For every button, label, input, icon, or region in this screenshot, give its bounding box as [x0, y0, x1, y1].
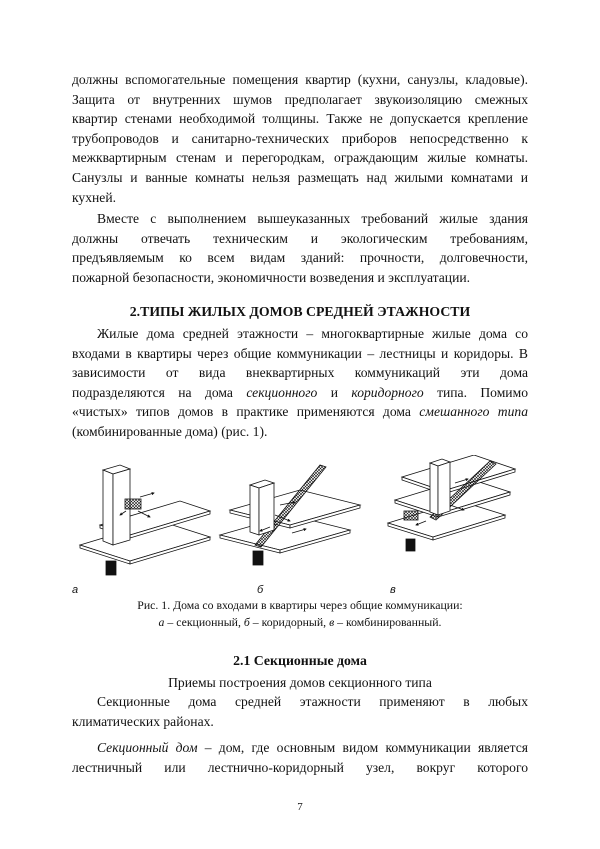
- text-line: должны вспомогательные помещения квартир (кухни, санузлы, кладовые).: [72, 72, 528, 87]
- text-line: зависимости от вида внеквартирных коммуникаций эти дома: [72, 365, 528, 381]
- italic-term: Секционный дом: [97, 740, 198, 755]
- text-line: климатических районах.: [72, 713, 214, 729]
- diagram-corridor: [220, 465, 360, 565]
- page-number: 7: [297, 801, 303, 813]
- subsection-subtitle: Приемы построения домов секционного типа: [168, 675, 432, 690]
- italic-term: секционного: [246, 384, 318, 400]
- text-line: [72, 383, 528, 403]
- text-line: межквартирным стенам и перегородкам, ограждающим жилые комнаты.: [72, 150, 528, 166]
- paragraph-sectional-usage: [72, 692, 528, 731]
- paragraph-noise-protection: [72, 70, 528, 207]
- figure-caption: [72, 597, 528, 631]
- caption-text: – секционный,: [164, 615, 244, 629]
- subsection-heading: 2.1 Секционные дома: [233, 653, 367, 668]
- text-span: подразделяются на дома: [72, 384, 247, 400]
- text-line: Санузлы и ванные комнаты нельзя размещать над жилыми комнатами и: [72, 169, 528, 185]
- caption-line: Рис. 1. Дома со входами в квартиры через общие коммуникации:: [137, 598, 463, 612]
- caption-line: [72, 614, 528, 631]
- text-span: и: [317, 384, 352, 400]
- building-type-figure: [70, 455, 530, 597]
- text-line: Секционные дома средней этажности применяют в любых: [97, 694, 528, 709]
- text-line: кухней.: [72, 189, 116, 205]
- text-line: предъявляемым ко всем видам зданий: прочности, долговечности,: [72, 250, 528, 266]
- text-line: квартир стенами необходимой толщины. Также не допускается крепление: [72, 111, 528, 127]
- caption-letter: а: [158, 615, 165, 629]
- paragraph-house-types: [72, 324, 528, 442]
- caption-letter: б: [243, 615, 250, 629]
- paragraph-sectional-definition: [72, 738, 528, 777]
- italic-term: коридорного: [351, 384, 424, 400]
- text-line: должны отвечать техническим и экологическим требованиям,: [72, 230, 528, 246]
- text-line: трубопроводов и санитарно-технических приборов непосредственно к: [72, 130, 528, 146]
- text-line: (комбинированные дома) (рис. 1).: [72, 423, 268, 439]
- text-line: пожарной безопасности, экономичности возведения и эксплуатации.: [72, 269, 471, 285]
- text-line: Вместе с выполнением вышеуказанных требований жилые здания: [97, 211, 528, 226]
- diagram-combined: [388, 455, 515, 551]
- text-span: – дом, где основным видом коммуникации является: [197, 740, 528, 755]
- figure-label-c: в: [390, 584, 396, 596]
- diagram-sectional: [80, 465, 210, 575]
- paragraph-requirements: [72, 209, 528, 287]
- text-span: типа. Помимо: [423, 384, 528, 400]
- text-line: [72, 402, 528, 422]
- text-span: «чистых» типов домов в практике применяются дома: [72, 404, 420, 420]
- figure-label-a: а: [72, 584, 79, 596]
- text-line: лестничный или лестнично-коридорный узел, вокруг которого: [72, 759, 528, 775]
- figure-label-b: б: [257, 584, 264, 596]
- caption-letter: в: [329, 615, 335, 629]
- text-line: Защита от внутренних шумов предполагает звукоизоляцию смежных: [72, 91, 528, 107]
- italic-term: смешанного типа: [419, 404, 528, 420]
- caption-text: – коридорный,: [249, 615, 330, 629]
- text-line: [72, 738, 528, 758]
- text-line: входами в квартиры через общие коммуникации – лестницы и коридоры. В: [72, 345, 528, 361]
- text-line: Жилые дома средней этажности – многоквартирные жилые дома со: [97, 326, 528, 341]
- section-heading: 2.ТИПЫ ЖИЛЫХ ДОМОВ СРЕДНЕЙ ЭТАЖНОСТИ: [129, 304, 471, 319]
- caption-text: – комбинированный.: [334, 615, 442, 629]
